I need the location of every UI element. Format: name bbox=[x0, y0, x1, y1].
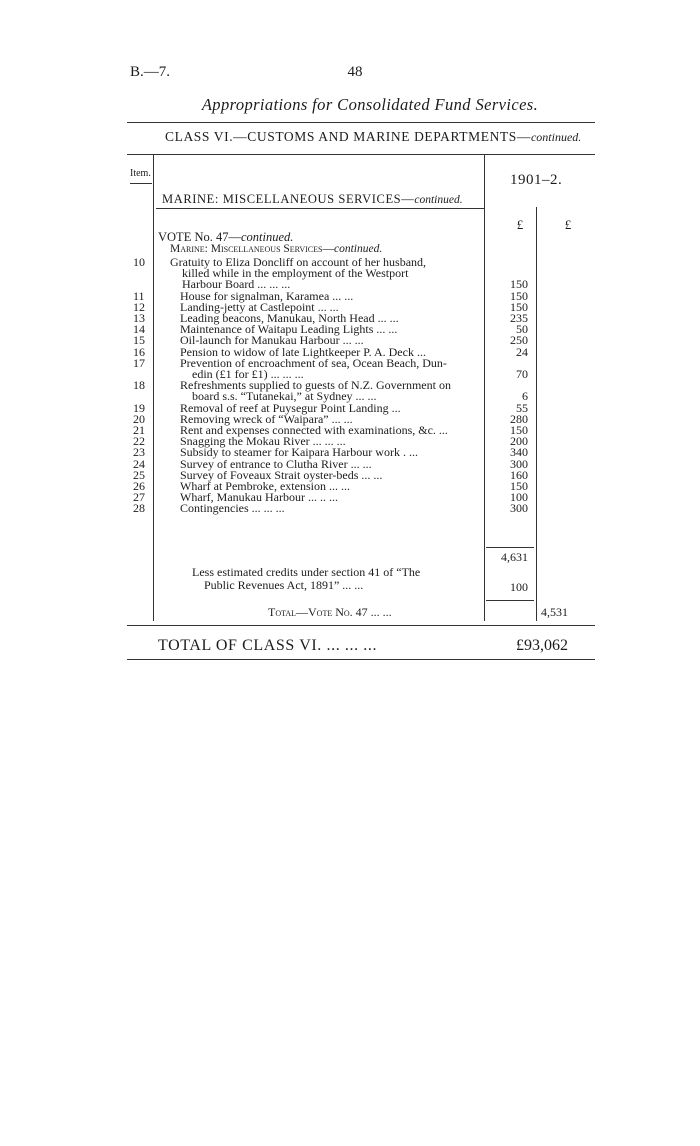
item-amount: 235 bbox=[510, 311, 528, 325]
item-amount: 24 bbox=[516, 344, 528, 359]
item-description: Pension to widow of late Lightkeeper P. A. Deck ... bbox=[180, 344, 426, 359]
item-description: Maintenance of Waitapu Leading Lights ... ... bbox=[180, 322, 398, 337]
item-number: 16 bbox=[133, 344, 145, 359]
item-number: 25 bbox=[133, 467, 145, 482]
page-title: Appropriations for Consolidated Fund Services. bbox=[201, 95, 539, 114]
grand-total-bottom-rule bbox=[127, 659, 595, 660]
grand-total-amount: £93,062 bbox=[516, 637, 568, 654]
vote-label-main: VOTE No. 47— bbox=[158, 230, 241, 244]
item-description: Landing-jetty at Castlepoint ... ... bbox=[180, 299, 339, 314]
class-heading-cont: continued. bbox=[530, 130, 582, 144]
item-description: Wharf at Pembroke, extension ... ... bbox=[180, 479, 350, 493]
item-amount: 6 bbox=[522, 389, 528, 404]
item-description: board s.s. “Tutanekai,” at Sydney ... ... bbox=[192, 389, 377, 404]
item-description: Wharf, Manukau Harbour ... .. ... bbox=[180, 490, 338, 505]
item-number: 10 bbox=[133, 255, 145, 269]
vote-subheading bbox=[170, 243, 382, 255]
item-number: 19 bbox=[133, 400, 145, 415]
vote-subheading-cont: continued. bbox=[333, 243, 383, 255]
net-rule bbox=[486, 600, 534, 601]
item-amount: 160 bbox=[510, 467, 528, 482]
item-amount: 300 bbox=[510, 456, 528, 471]
item-description: Gratuity to Eliza Doncliff on account of her husband, bbox=[170, 255, 427, 269]
item-amount: 70 bbox=[516, 366, 528, 381]
item-amount: 55 bbox=[516, 400, 528, 415]
item-number: 11 bbox=[133, 288, 145, 303]
item-number: 14 bbox=[133, 322, 145, 337]
less-credits-amount: 100 bbox=[510, 580, 528, 594]
section-heading-main: MARINE: MISCELLANEOUS SERVICES— bbox=[162, 192, 415, 206]
amount-column-rule bbox=[484, 155, 485, 621]
item-number: 24 bbox=[133, 456, 145, 471]
item-amount: 250 bbox=[510, 333, 528, 348]
item-description: Oil-launch for Manukau Harbour ... ... bbox=[180, 333, 364, 348]
item-number: 13 bbox=[133, 311, 145, 325]
item-description: Removal of reef at Puysegur Point Landing ... bbox=[180, 400, 401, 415]
item-amount: 150 bbox=[510, 288, 528, 303]
item-description: Leading beacons, Manukau, North Head ... ... bbox=[180, 311, 399, 325]
grand-total-label: TOTAL OF CLASS VI. ... ... ... bbox=[158, 637, 378, 654]
item-number: 23 bbox=[133, 445, 145, 460]
item-description: House for signalman, Karamea ... ... bbox=[180, 288, 354, 303]
item-number: 26 bbox=[133, 479, 145, 493]
item-description: Snagging the Mokau River ... ... ... bbox=[180, 434, 346, 449]
item-amount: 150 bbox=[510, 277, 528, 292]
item-amount: 100 bbox=[510, 490, 528, 505]
item-description: Contingencies ... ... ... bbox=[180, 501, 285, 516]
item-description: Removing wreck of “Waipara” ... ... bbox=[180, 411, 353, 426]
item-description: Refreshments supplied to guests of N.Z. Government on bbox=[180, 378, 451, 393]
less-credits-text bbox=[192, 566, 420, 592]
currency-symbol-right: £ bbox=[564, 217, 572, 232]
vote-label-cont: continued. bbox=[240, 230, 294, 244]
subtotal-amount: 4,631 bbox=[501, 550, 528, 564]
class-heading bbox=[165, 129, 581, 145]
item-amount: 150 bbox=[510, 479, 528, 493]
section-heading-rule bbox=[156, 208, 484, 209]
item-description: Survey of entrance to Clutha River ... ... bbox=[180, 456, 372, 471]
item-amount: 150 bbox=[510, 299, 528, 314]
section-heading bbox=[162, 192, 463, 207]
item-number: 17 bbox=[133, 355, 145, 370]
item-column-header: Item. bbox=[130, 168, 151, 179]
item-number: 28 bbox=[133, 501, 145, 516]
title-rule bbox=[127, 122, 595, 123]
item-number: 21 bbox=[133, 423, 145, 437]
vote-subheading-main: Marine: Miscellaneous Services— bbox=[170, 243, 334, 255]
item-amount: 200 bbox=[510, 434, 528, 449]
currency-symbol-left: £ bbox=[516, 217, 524, 232]
item-amount: 150 bbox=[510, 423, 528, 437]
item-number: 15 bbox=[133, 333, 145, 348]
item-number: 22 bbox=[133, 434, 145, 449]
section-heading-cont: continued. bbox=[414, 194, 463, 206]
item-column-rule bbox=[153, 155, 154, 621]
item-description: Rent and expenses connected with examinations, &c. ... bbox=[180, 423, 448, 437]
fiscal-year: 1901–2. bbox=[510, 172, 563, 188]
item-header-rule bbox=[130, 183, 152, 184]
item-amount: 340 bbox=[510, 445, 528, 460]
item-amount: 300 bbox=[510, 501, 528, 516]
item-number: 18 bbox=[133, 378, 145, 393]
item-amount: 50 bbox=[516, 322, 528, 337]
item-description: Harbour Board ... ... ... bbox=[182, 277, 291, 292]
total-vote-amount: 4,531 bbox=[541, 605, 568, 619]
class-heading-main: CLASS VI.—CUSTOMS AND MARINE DEPARTMENTS— bbox=[165, 129, 531, 144]
item-number: 27 bbox=[133, 490, 145, 505]
less-credits-line: Less estimated credits under section 41 of “The bbox=[192, 565, 421, 579]
item-description: Prevention of encroachment of sea, Ocean Beach, Dun- bbox=[180, 355, 447, 370]
subtotal-rule bbox=[486, 547, 534, 548]
document-reference: B.—7. bbox=[130, 64, 171, 80]
page-number: 48 bbox=[347, 64, 363, 80]
total-vote-label: Total—Vote No. 47 ... ... bbox=[268, 605, 392, 619]
grand-total-top-rule bbox=[127, 625, 595, 626]
item-number: 12 bbox=[133, 299, 145, 314]
item-number: 20 bbox=[133, 411, 145, 426]
item-description: Survey of Foveaux Strait oyster-beds ... ... bbox=[180, 467, 383, 482]
less-credits-line: Public Revenues Act, 1891” ... ... bbox=[204, 578, 364, 592]
item-description: killed while in the employment of the Westport bbox=[182, 266, 409, 281]
item-description: Subsidy to steamer for Kaipara Harbour work . ... bbox=[180, 445, 418, 460]
table-top-rule bbox=[127, 154, 595, 155]
total-column-rule bbox=[536, 207, 537, 621]
item-description: edin (£1 for £1) ... ... ... bbox=[192, 366, 304, 381]
item-amount: 280 bbox=[510, 411, 528, 426]
